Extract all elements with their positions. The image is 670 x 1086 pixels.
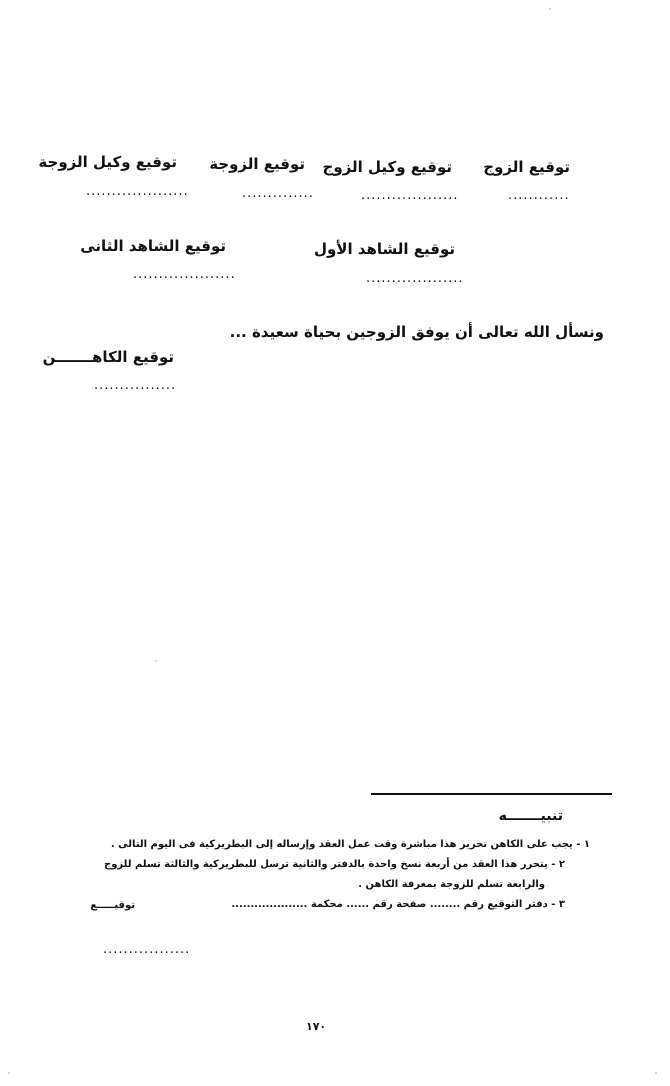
groom-signature-label: توقيع الزوج	[483, 158, 570, 176]
first-witness-signature-dots: ...................	[366, 271, 464, 286]
second-witness-signature-label: توقيع الشاهد الثانى	[80, 237, 226, 255]
groom-agent-signature-label: توقيع وكيل الزوج	[322, 158, 452, 176]
notice-signature-dots: .................	[103, 942, 191, 957]
priest-signature-dots: ................	[94, 378, 177, 393]
notice-line-4: ٣ - دفتر التوقيع رقم ........ صفحة رقم ...... محكمة ....................	[231, 899, 565, 910]
first-witness-signature-label: توقيع الشاهد الأول	[313, 240, 455, 258]
notice-line-1: ١ - يجب على الكاهن تحرير هذا مباشرة وقت عمل العقد وإرساله إلى البطريركية فى اليوم التالى .	[110, 839, 590, 850]
groom-signature-dots: ............	[508, 188, 570, 203]
second-witness-signature-dots: ....................	[133, 267, 236, 282]
page-number: ١٧٠	[306, 1020, 327, 1033]
notice-title: تنبيـــــــه	[498, 808, 563, 824]
notice-separator-line	[371, 793, 612, 795]
bride-signature-label: توقيع الزوجة	[209, 155, 305, 173]
closing-prayer: ونسأل الله تعالى أن يوفق الزوجين بحياة سعيدة ...	[229, 323, 604, 341]
scan-speck	[8, 1072, 10, 1074]
bride-signature-dots: ..............	[242, 186, 314, 201]
priest-signature-label: توقيع الكاهـــــــن	[42, 348, 174, 366]
scan-speck	[655, 1072, 657, 1074]
scan-speck	[155, 660, 157, 662]
notice-signature-label: توقيـــــع	[90, 900, 135, 911]
bride-agent-signature-label: توقيع وكيل الزوجة	[38, 153, 177, 171]
notice-line-2: ٢ - يتحرر هذا العقد من أربعة نسخ واحدة بالدفتر والثانية ترسل للبطريركية والثالثة تسلم للزوج	[103, 859, 565, 870]
scan-speck	[549, 8, 551, 10]
groom-agent-signature-dots: ...................	[361, 188, 459, 203]
bride-agent-signature-dots: ....................	[86, 184, 189, 199]
notice-line-3: والرابعة تسلم للزوجة بمعرفة الكاهن .	[358, 879, 545, 890]
